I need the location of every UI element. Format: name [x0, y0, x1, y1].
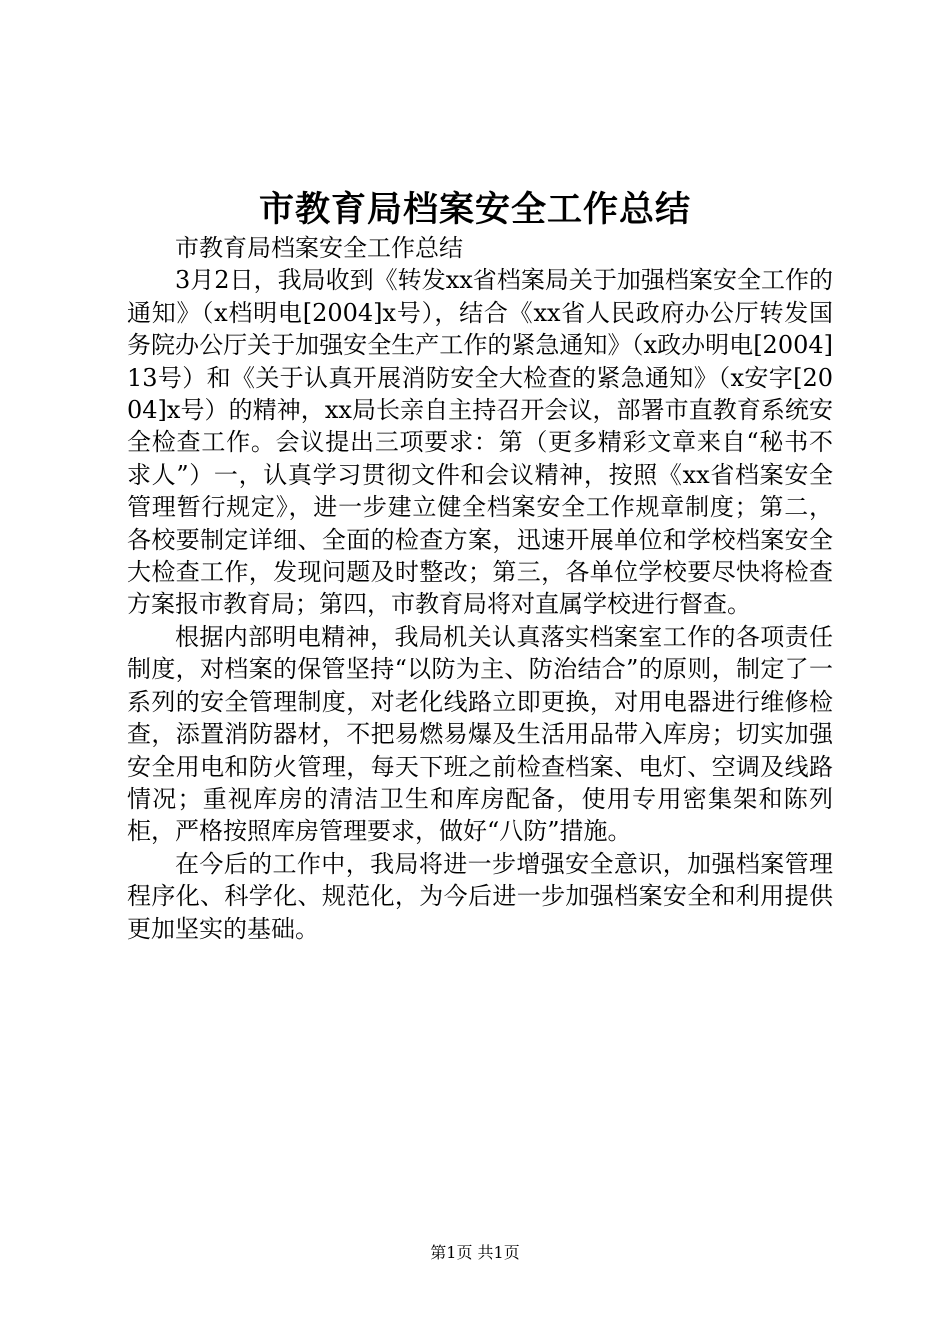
paragraph-subtitle: 市教育局档案安全工作总结 [175, 234, 463, 262]
document-title: 市教育局档案安全工作总结 [258, 189, 691, 230]
page-footer: 第1页 共1页 [430, 1243, 520, 1262]
paragraph-1: 3月2日，我局收到《转发xx省档案局关于加强档案安全工作的通知》（x档明电[2004]x号），结合《xx省人民政府办公厅转发国务院办公厅关于加强安全生产工作的紧急通知》（x政办明电[2004]13号）和《关于认真开展消防安全大检查的紧急通知》（x安字[2004]x号）的精神，xx局长亲自主持召开会议，部署市直教育系统安全检查工作。会议提出三项要求：第（更多精彩文章来自“秘书不求人”）一，认真学习贯彻文件和会议精神，按照《xx省档案安全管理暂行规定》，进一步建立健全档案安全工作规章制度；第二，各校要制定详细、全面的检查方案，迅速开展单位和学校档案安全大检查工作，发现问题及时整改；第三，各单位学校要尽快将检查方案报市教育局；第四，市教育局将对直属学校进行督查。 [127, 266, 833, 619]
paragraph-3: 在今后的工作中，我局将进一步增强安全意识，加强档案管理程序化、科学化、规范化，为今后进一步加强档案安全和利用提供更加坚实的基础。 [127, 849, 833, 943]
document-body [127, 232, 833, 945]
paragraph-2: 根据内部明电精神，我局机关认真落实档案室工作的各项责任制度，对档案的保管坚持“以防为主、防治结合”的原则，制定了一系列的安全管理制度，对老化线路立即更换，对用电器进行维修检查，添置消防器材，不把易燃易爆及生活用品带入库房；切实加强安全用电和防火管理，每天下班之前检查档案、电灯、空调及线路情况；重视库房的清洁卫生和库房配备，使用专用密集架和陈列柜，严格按照库房管理要求，做好“八防”措施。 [127, 622, 833, 846]
